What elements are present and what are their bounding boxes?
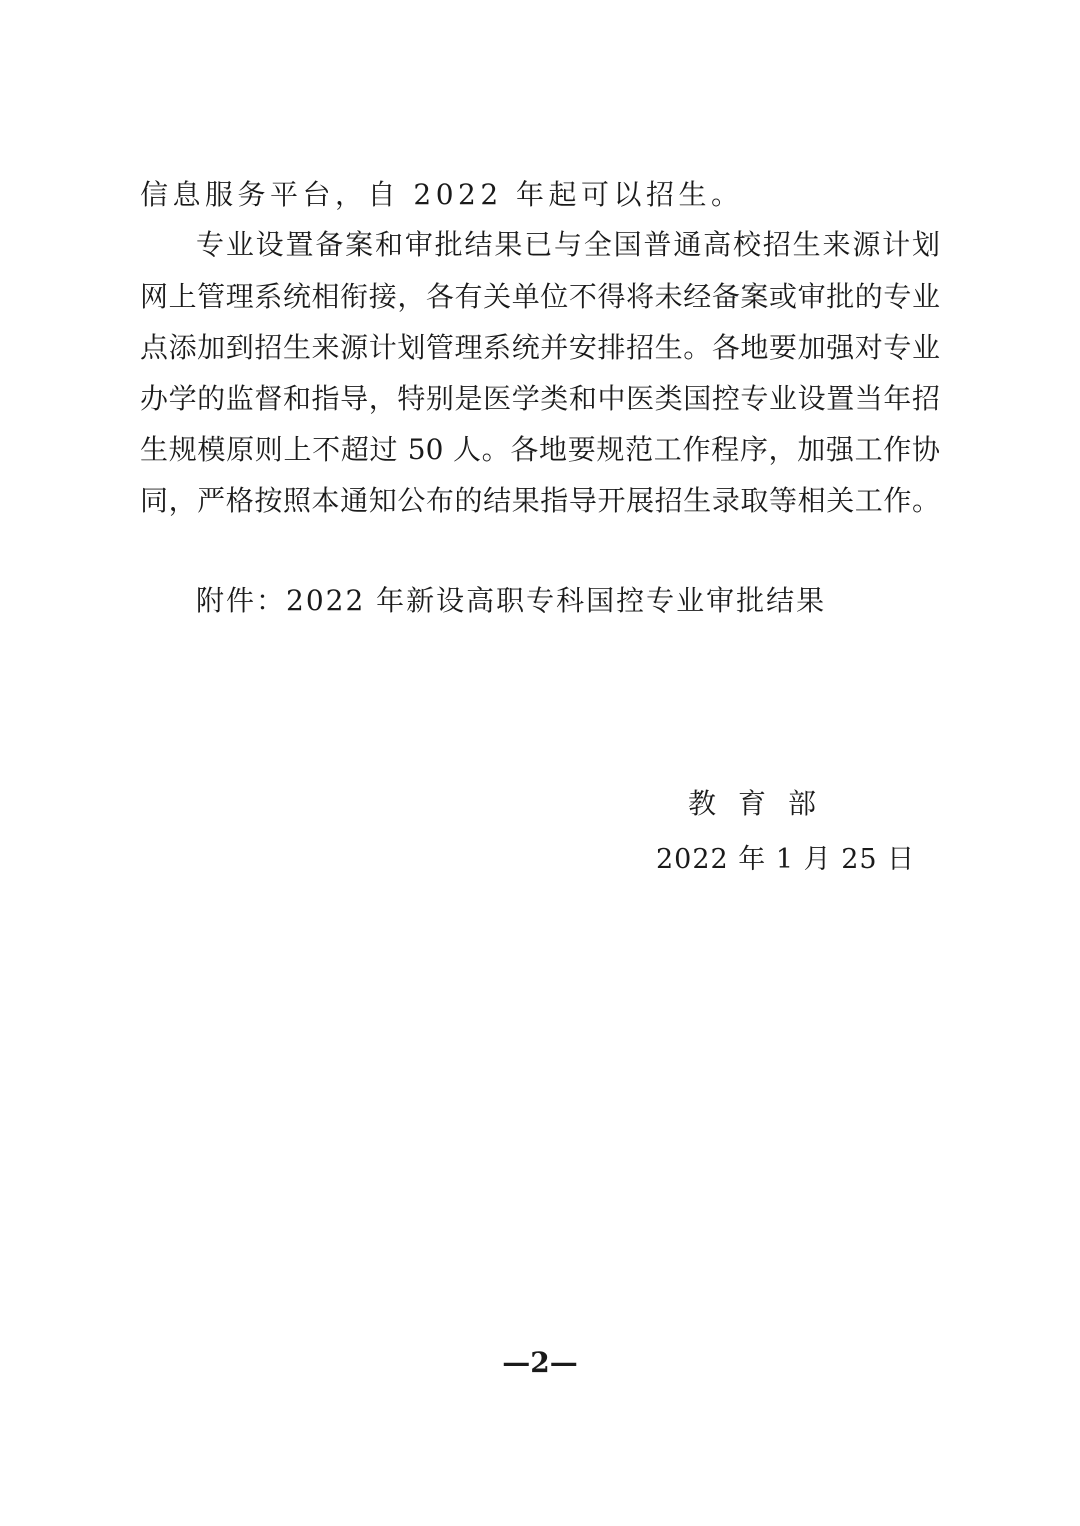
page-number: —2— [502,1346,578,1379]
attachment-line: 附件：2022 年新设高职专科国控专业审批结果 [196,584,827,617]
body-line-4: 点添加到招生来源计划管理系统并安排招生。各地要加强对专业 [140,331,940,364]
body-line-1: 信息服务平台，自 2022 年起可以招生。 [140,178,744,211]
body-line-2: 专业设置备案和审批结果已与全国普通高校招生来源计划 [196,228,940,261]
body-line-7: 同，严格按照本通知公布的结果指导开展招生录取等相关工作。 [140,484,940,517]
body-line-6: 生规模原则上不超过 50 人。各地要规范工作程序，加强工作协 [140,433,940,466]
body-line-3: 网上管理系统相衔接，各有关单位不得将未经备案或审批的专业 [140,280,940,313]
signature-organization: 教育部 [688,787,839,820]
body-line-5: 办学的监督和指导，特别是医学类和中医类国控专业设置当年招 [140,382,940,415]
signature-date: 2022 年 1 月 25 日 [656,844,916,875]
